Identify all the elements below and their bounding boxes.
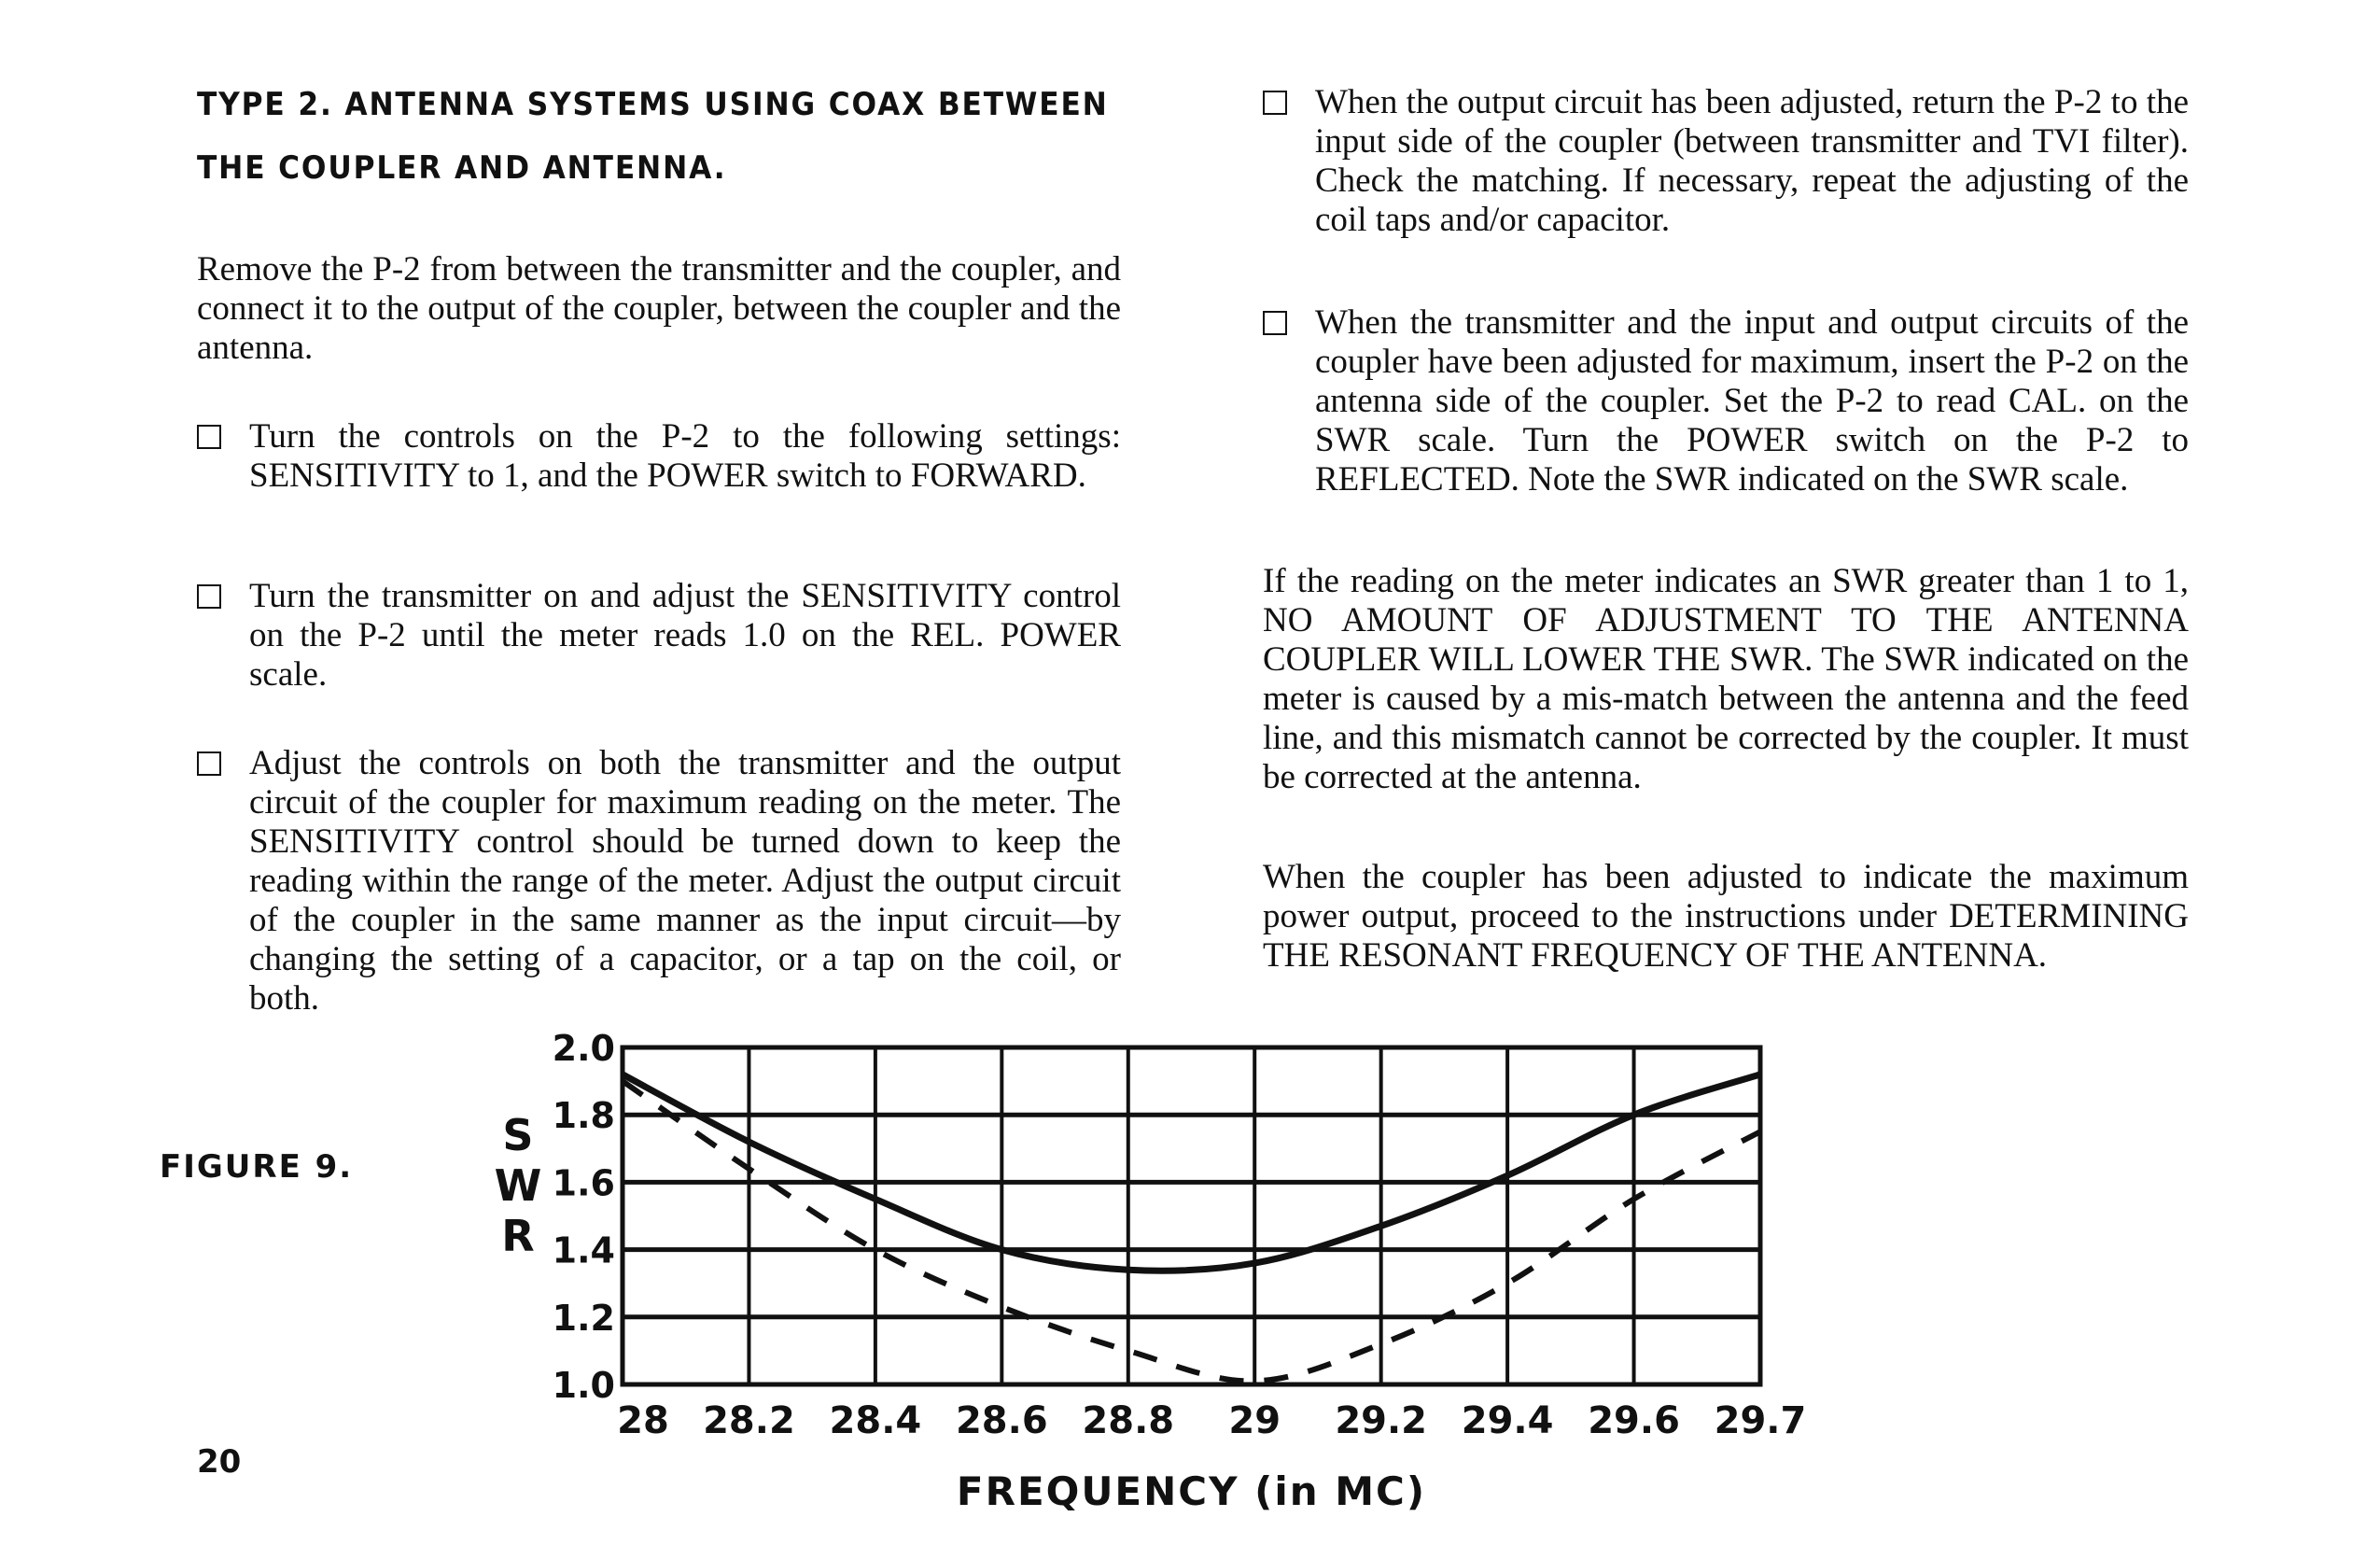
plot-frame xyxy=(623,1047,1760,1384)
y-tick-label: 1.0 xyxy=(552,1365,615,1406)
checklist-text: Turn the controls on the P-2 to the following settings: SENSITIVITY to 1, and the POWER switch to FORWARD. xyxy=(249,417,1121,495)
y-tick-label: 1.6 xyxy=(552,1162,615,1204)
next-step-paragraph: When the coupler has been adjusted to indicate the maximum power output, proceed to the instructions under DETERMINING THE RESONANT FREQUENCY OF THE ANTENNA. xyxy=(1263,858,2189,975)
checklist-text: Turn the transmitter on and adjust the SENSITIVITY control on the P-2 until the meter reads 1.0 on the REL. POWER scale. xyxy=(249,577,1121,694)
x-axis-title: FREQUENCY (in MC) xyxy=(956,1468,1427,1514)
page-number: 20 xyxy=(197,1443,242,1481)
series-line-dashed xyxy=(623,1081,1760,1381)
x-tick-label: 29.4 xyxy=(1461,1399,1554,1442)
y-tick-label: 2.0 xyxy=(552,1028,615,1069)
section-heading-line-1: TYPE 2. ANTENNA SYSTEMS USING COAX BETWEEN xyxy=(197,86,1109,123)
x-tick-label: 29.2 xyxy=(1335,1399,1428,1442)
section-heading-line-2: THE COUPLER AND ANTENNA. xyxy=(197,149,727,187)
x-tick-label: 29.7 xyxy=(1714,1399,1807,1442)
y-tick-label: 1.8 xyxy=(552,1095,615,1137)
checklist-text: Adjust the controls on both the transmitter and the output circuit of the coupler for maximum reading on the meter. The SENSITIVITY control should be turned down to keep the reading within the range of the meter. Adjust the output circuit of the coupler in the same manner as the input circuit—by changing the setting of a capacitor, or a tap on the coil, or both. xyxy=(249,744,1121,1018)
x-tick-label: 29 xyxy=(1228,1399,1281,1442)
swr-warning-paragraph: If the reading on the meter indicates an SWR greater than 1 to 1, NO AMOUNT OF ADJUSTMENT TO THE ANTENNA COUPLER WILL LOWER THE SWR. The SWR indicated on the meter is caused by a mis-match between the antenna and the feed line, and this mismatch cannot be corrected by the coupler. It must be corrected at the antenna. xyxy=(1263,562,2189,796)
series-line-solid xyxy=(623,1074,1760,1271)
figure-label: FIGURE 9. xyxy=(160,1148,354,1186)
x-tick-label: 28.4 xyxy=(829,1399,922,1442)
y-tick-label: 1.2 xyxy=(552,1297,615,1339)
x-tick-label: 28.6 xyxy=(955,1399,1048,1442)
checklist-text: When the output circuit has been adjusted, return the P-2 to the input side of the coupler (between transmitter and TVI filter). Check the matching. If necessary, repeat the adjusting of the coil taps and/or capacitor. xyxy=(1315,83,2189,239)
y-axis-label-letter: S xyxy=(502,1110,534,1160)
intro-paragraph: Remove the P-2 from between the transmitter and the coupler, and connect it to the output of the coupler, between the coupler and the antenna. xyxy=(197,250,1121,367)
y-axis-label-letter: W xyxy=(494,1160,542,1211)
checklist-text: When the transmitter and the input and output circuits of the coupler have been adjusted for maximum, insert the P-2 on the antenna side of the coupler. Set the P-2 to read CAL. on the SWR scale. Turn the POWER switch on the P-2 to REFLECTED. Note the SWR indicated on the SWR scale. xyxy=(1315,303,2189,499)
x-tick-label: 28 xyxy=(617,1399,669,1442)
x-tick-label: 28.8 xyxy=(1082,1399,1175,1442)
y-axis-label-letter: R xyxy=(501,1211,535,1261)
y-tick-label: 1.4 xyxy=(552,1229,615,1271)
x-tick-label: 29.6 xyxy=(1588,1399,1680,1442)
x-tick-label: 28.2 xyxy=(703,1399,795,1442)
